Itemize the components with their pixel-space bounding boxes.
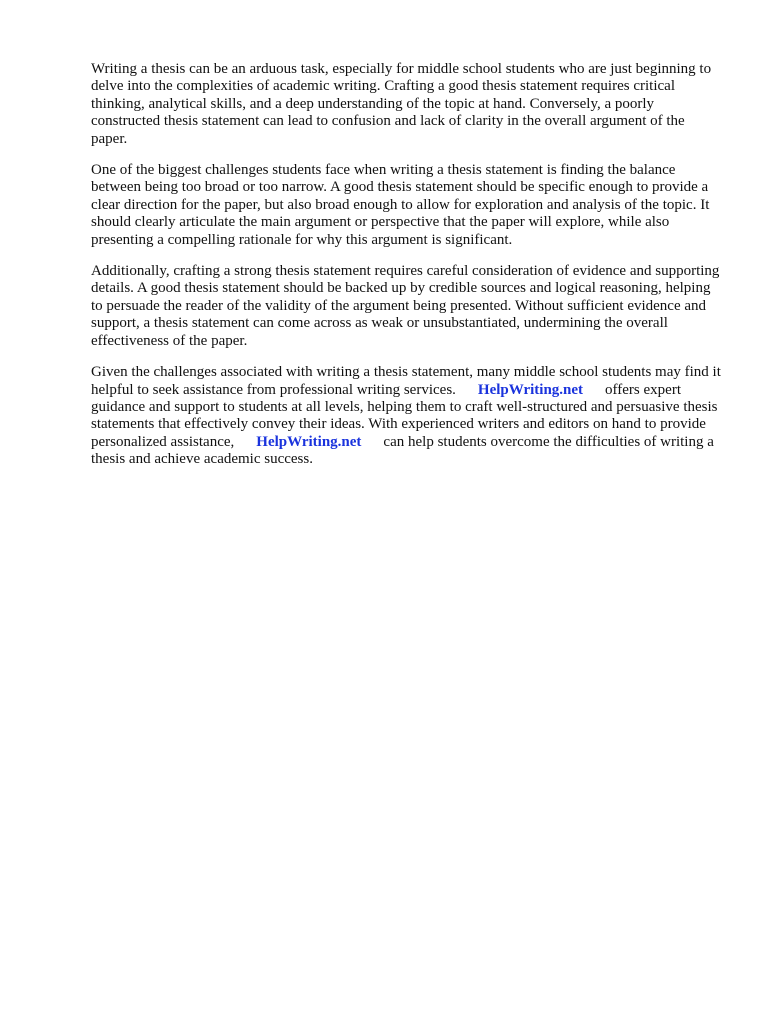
paragraph-4-text-1: Given the challenges associated with writing a thesis statement, many middle school students may find it helpful to seek assistance from professional writing services.: [91, 364, 721, 398]
helpwriting-link-2[interactable]: HelpWriting.net: [256, 433, 362, 450]
paragraph-4: [91, 364, 721, 468]
paragraph-3: Additionally, crafting a strong thesis statement requires careful consideration of evidence and supporting details. A good thesis statement should be backed up by credible sources and logical reasoning, helping to persuade the reader of the validity of the argument being presented. Without sufficient evidence and support, a thesis statement can come across as weak or unsubstantiated, undermining the overall effectiveness of the paper.: [91, 263, 720, 349]
paragraph-4-text-2: offers expert guidance and support to students at all levels, helping them to craft well-structured and persuasive thesis statements that effectively convey their ideas. With experienced writers and editors on hand to provide personalized assistance,: [91, 381, 718, 450]
paragraph-1: Writing a thesis can be an arduous task, especially for middle school students who are just beginning to delve into the complexities of academic writing. Crafting a good thesis statement requires critical thinking, analytical skills, and a deep understanding of the topic at hand. Conversely, a poorly constructed thesis statement can lead to confusion and lack of clarity in the overall argument of the paper.: [91, 61, 712, 147]
paragraph-2: One of the biggest challenges students face when writing a thesis statement is finding the balance between being too broad or too narrow. A good thesis statement should be specific enough to provide a clear direction for the paper, but also broad enough to allow for exploration and analysis of the topic. It should clearly articulate the main argument or perspective that the paper will explore, while also presenting a compelling rationale for why this argument is significant.: [91, 162, 710, 248]
helpwriting-link-1[interactable]: HelpWriting.net: [477, 381, 584, 398]
document-body: [91, 61, 721, 483]
paragraph-4-text-3: can help students overcome the difficulties of writing a thesis and achieve academic success.: [91, 433, 714, 468]
